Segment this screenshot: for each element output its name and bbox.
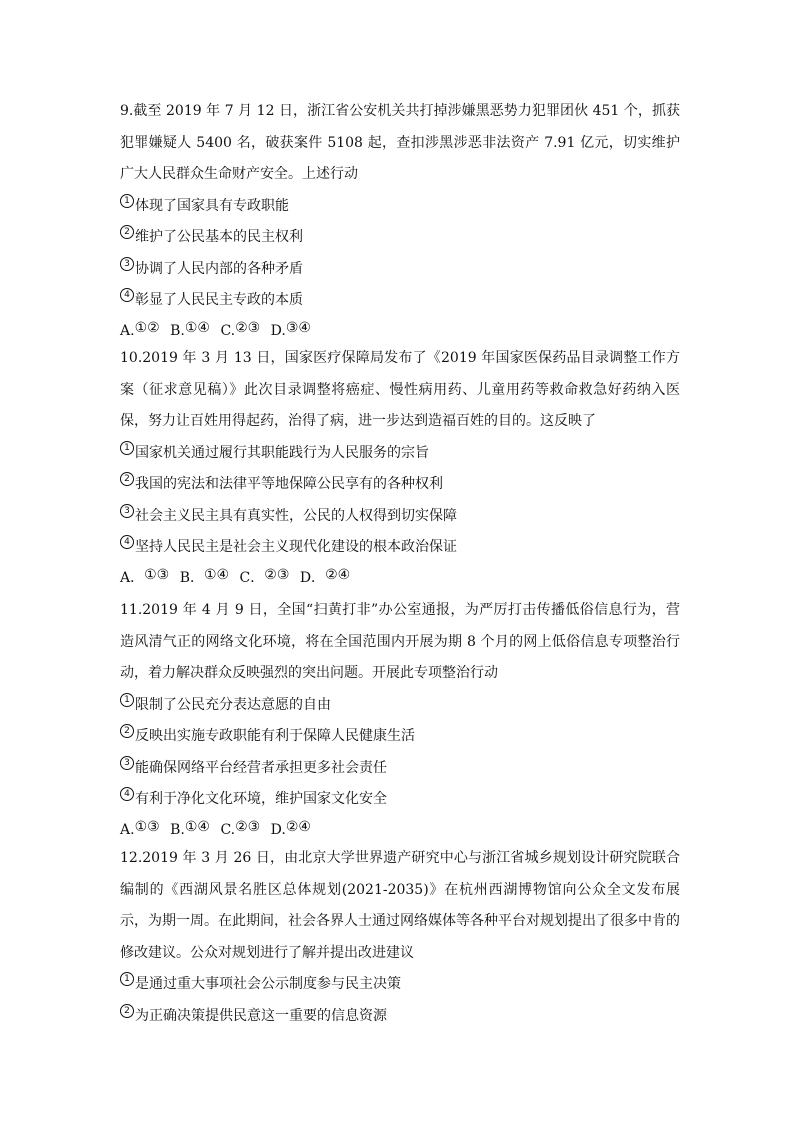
option-item bbox=[120, 191, 680, 223]
option-item bbox=[120, 532, 680, 564]
answer-letter: B. bbox=[170, 821, 185, 838]
circled-number-icon: 1 bbox=[120, 972, 134, 986]
circled-number-icon: 2 bbox=[120, 225, 134, 239]
option-item bbox=[120, 438, 680, 470]
answer-letter: A. bbox=[120, 322, 135, 339]
option-text: 体现了国家具有专政职能 bbox=[135, 197, 289, 214]
option-text: 能确保网络平台经营者承担更多社会责任 bbox=[135, 759, 387, 776]
answer-letter: D． bbox=[299, 569, 326, 586]
option-item bbox=[120, 753, 680, 785]
answer-letter: C． bbox=[239, 569, 265, 586]
circled-number-icon: 1 bbox=[120, 693, 134, 707]
answer-choices bbox=[120, 816, 680, 838]
answer-letter: D. bbox=[270, 322, 286, 339]
answer-marks: ①④ bbox=[203, 566, 230, 583]
circled-number-icon: 3 bbox=[120, 504, 134, 518]
option-item bbox=[120, 969, 680, 1001]
question-10 bbox=[120, 343, 680, 586]
option-item bbox=[120, 690, 680, 722]
option-text: 社会主义民主具有真实性，公民的人权得到切实保障 bbox=[135, 507, 457, 524]
circled-number-icon: 1 bbox=[120, 194, 134, 208]
option-list bbox=[120, 191, 680, 317]
option-text: 有利于净化文化环境，维护国家文化安全 bbox=[135, 791, 387, 807]
circled-number-icon: 2 bbox=[120, 724, 134, 738]
option-text: 为正确决策提供民意这一重要的信息资源 bbox=[135, 1007, 387, 1024]
option-list bbox=[120, 690, 680, 816]
option-text: 限制了公民充分表达意愿的自由 bbox=[135, 696, 331, 713]
answer-letter: A． bbox=[120, 569, 145, 586]
circled-number-icon: 3 bbox=[120, 756, 134, 770]
answer-marks: ①④ bbox=[184, 319, 210, 336]
answer-letter: A. bbox=[120, 821, 135, 838]
option-text: 彰显了人民民主专政的本质 bbox=[135, 292, 303, 308]
answer-letter: B. bbox=[170, 322, 185, 339]
answer-letter: B． bbox=[179, 569, 204, 586]
answer-marks: ①③ bbox=[134, 818, 160, 835]
option-text: 维护了公民基本的民主权利 bbox=[135, 229, 303, 245]
circled-number-icon: 4 bbox=[120, 535, 134, 549]
question-stem: 12.2019 年 3 月 26 日，由北京大学世界遗产研究中心与浙江省城乡规划设计研究院联合编制的《西湖风景名胜区总体规划(2021-2035)》在杭州西湖博物馆向公众全文发布展示，为期一周。在此期间，社会各界人士通过网络媒体等各种平台对规划提出了很多中肯的修改建议。公众对规划进行了解并提出改进建议 bbox=[120, 850, 680, 961]
option-list bbox=[120, 438, 680, 564]
option-text: 我国的宪法和法律平等地保障公民享有的各种权利 bbox=[135, 476, 443, 492]
answer-letter: C. bbox=[220, 322, 236, 339]
answer-choices bbox=[120, 564, 680, 586]
option-text: 是通过重大事项社会公示制度参与民主决策 bbox=[135, 976, 401, 992]
option-text: 协调了人民内部的各种矛盾 bbox=[135, 260, 303, 277]
answer-marks: ①② bbox=[134, 319, 160, 336]
option-list bbox=[120, 969, 680, 1032]
question-stem: 10.2019 年 3 月 13 日，国家医疗保障局发布了《2019 年国家医保药品目录调整工作方案（征求意见稿）》此次目录调整将癌症、慢性病用药、儿童用药等救命救急好药纳入医保，努力让百姓用得起药，治得了病，进一步达到造福百姓的目的。这反映了 bbox=[120, 350, 680, 429]
question-12 bbox=[120, 843, 680, 1032]
option-item bbox=[120, 222, 680, 254]
answer-letter: C. bbox=[220, 821, 236, 838]
answer-marks: ③④ bbox=[285, 319, 311, 336]
option-item bbox=[120, 469, 680, 501]
answer-marks: ②④ bbox=[285, 818, 311, 835]
circled-number-icon: 2 bbox=[120, 1004, 134, 1018]
answer-marks: ②④ bbox=[325, 566, 351, 583]
option-text: 国家机关通过履行其职能践行为人民服务的宗旨 bbox=[135, 444, 429, 461]
answer-choices bbox=[120, 317, 680, 339]
circled-number-icon: 2 bbox=[120, 472, 134, 486]
option-item bbox=[120, 254, 680, 286]
option-item bbox=[120, 501, 680, 533]
answer-marks: ①④ bbox=[184, 818, 210, 835]
answer-marks: ②③ bbox=[235, 818, 261, 835]
answer-letter: D. bbox=[270, 821, 286, 838]
option-item bbox=[120, 285, 680, 317]
option-text: 坚持人民民主是社会主义现代化建设的根本政治保证 bbox=[135, 539, 457, 555]
answer-marks: ②③ bbox=[235, 319, 261, 336]
option-text: 反映出实施专政职能有利于保障人民健康生活 bbox=[135, 728, 415, 744]
answer-marks: ①③ bbox=[144, 566, 170, 583]
circled-number-icon: 3 bbox=[120, 257, 134, 271]
answer-marks: ②③ bbox=[264, 566, 290, 583]
circled-number-icon: 4 bbox=[120, 787, 134, 801]
question-9 bbox=[120, 96, 680, 339]
circled-number-icon: 4 bbox=[120, 288, 134, 302]
option-item bbox=[120, 784, 680, 816]
option-item bbox=[120, 721, 680, 753]
option-item bbox=[120, 1001, 680, 1033]
circled-number-icon: 1 bbox=[120, 441, 134, 455]
question-11 bbox=[120, 595, 680, 838]
question-stem: 9.截至 2019 年 7 月 12 日，浙江省公安机关共打掉涉嫌黑恶势力犯罪团伙 451 个，抓获犯罪嫌疑人 5400 名，破获案件 5108 起，查扣涉黑涉恶非法资产 7.91 亿元，切实维护广大人民群众生命财产安全。上述行动 bbox=[120, 103, 680, 182]
question-stem: 11.2019 年 4 月 9 日，全国“扫黄打非”办公室通报，为严厉打击传播低俗信息行为，营造风清气正的网络文化环境，将在全国范围内开展为期 8 个月的网上低俗信息专项整治行动，着力解决群众反映强烈的突出问题。开展此专项整治行动 bbox=[120, 602, 680, 681]
